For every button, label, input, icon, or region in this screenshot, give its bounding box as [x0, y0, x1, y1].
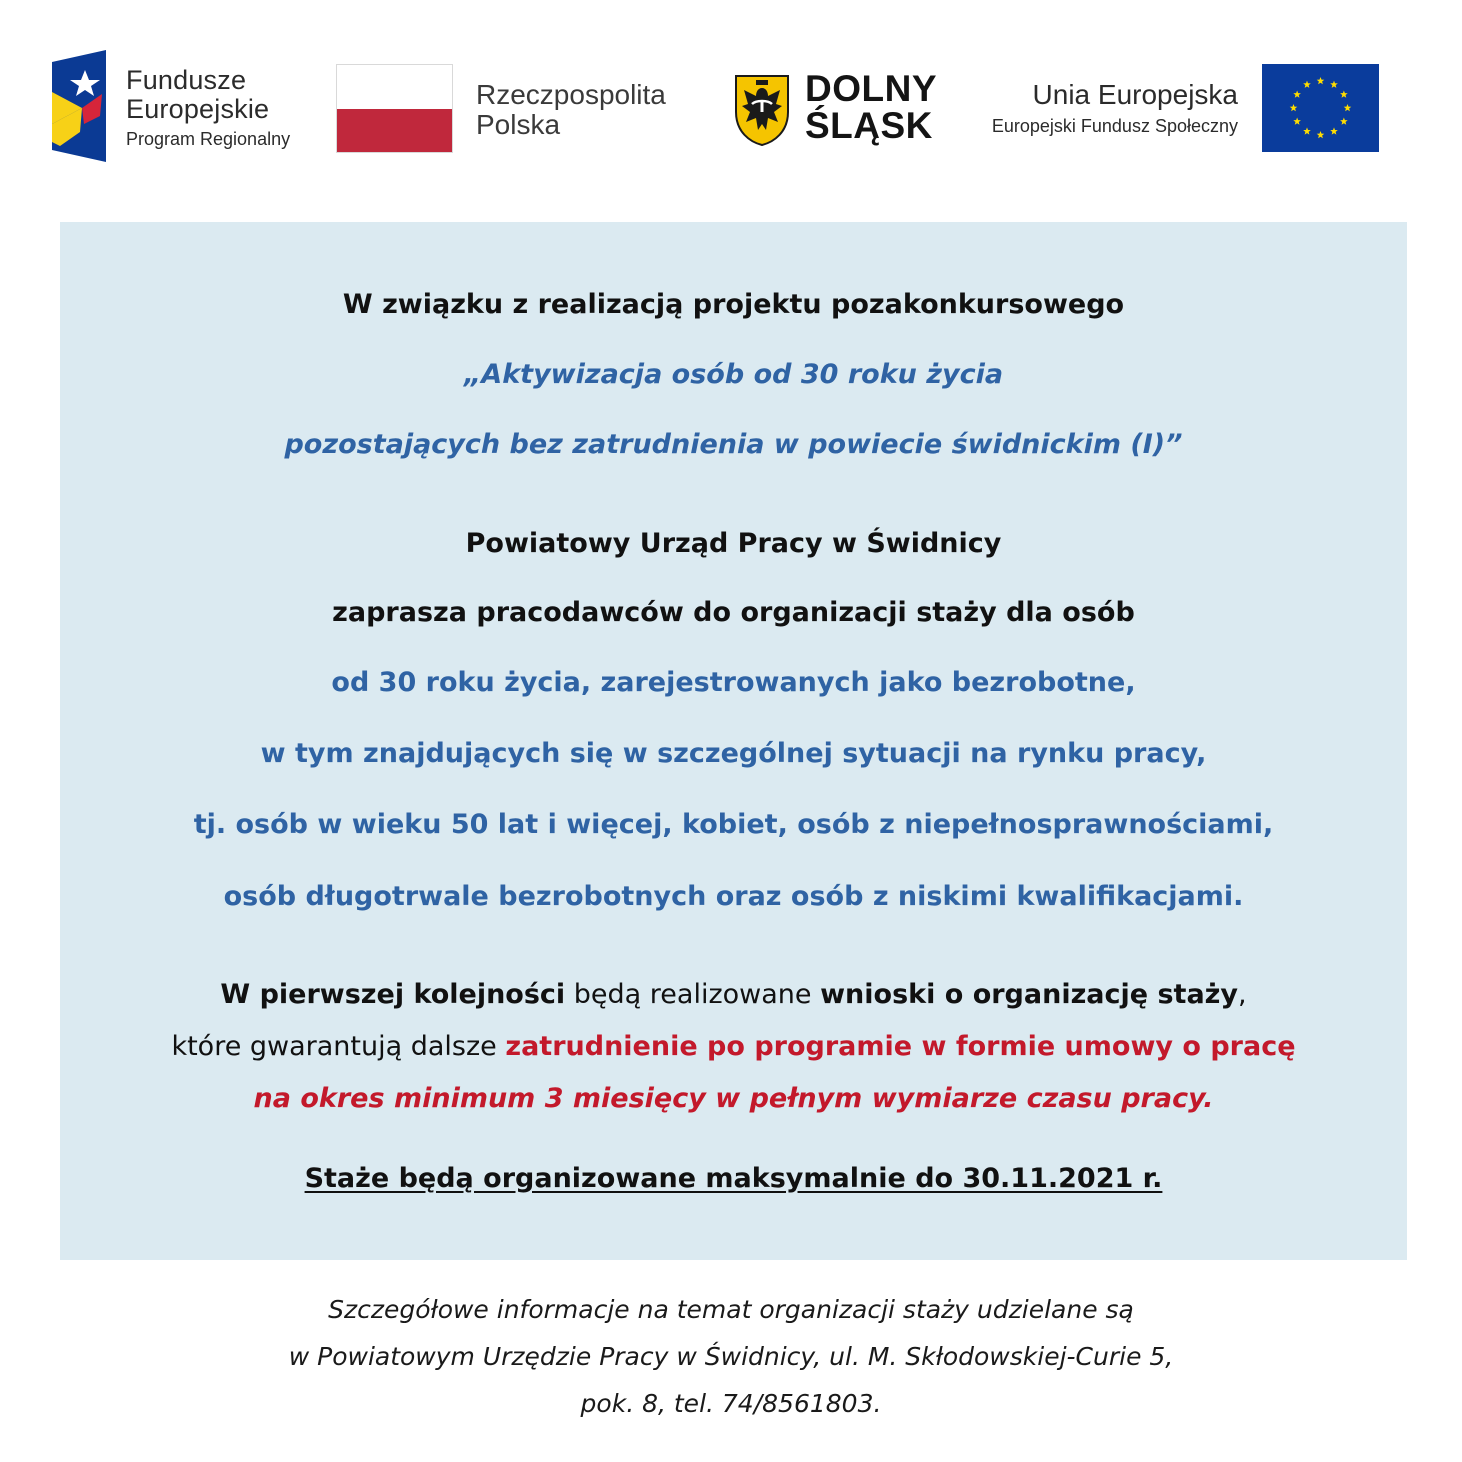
polish-flag-icon — [336, 64, 453, 153]
rzeczpospolita-line1: Rzeczpospolita — [476, 79, 666, 110]
unia-line1: Unia Europejska — [1032, 79, 1238, 110]
project-title-line2: pozostających bez zatrudnienia w powiecie świdnickim (I)” — [284, 429, 1183, 460]
priority-plain-b: będą realizowane — [565, 979, 821, 1010]
target-line4: osób długotrwale bezrobotnych oraz osób z niskimi kwalifikacjami. — [223, 881, 1244, 912]
unia-europejska-text — [980, 78, 1238, 140]
rzeczpospolita-text — [476, 80, 666, 140]
project-title-line1: „Aktywizacja osób od 30 roku życia — [463, 359, 1004, 390]
footer-line3: pok. 8, tel. 74/8561803. — [580, 1389, 882, 1418]
target-line2: w tym znajdujących się w szczególnej sytuacji na rynku pracy, — [260, 738, 1207, 769]
deadline-text — [60, 1162, 1407, 1196]
footer-line2: w Powiatowym Urzędzie Pracy w Świdnicy, ul. M. Skłodowskiej-Curie 5, — [288, 1342, 1174, 1371]
priority-plain-d: , — [1238, 979, 1247, 1010]
logo-strip — [0, 0, 1462, 200]
invite-text: zaprasza pracodawców do organizacji staży dla osób — [332, 597, 1135, 628]
dolny-slask-crest-icon — [734, 74, 790, 146]
priority-bold-a: W pierwszej kolejności — [220, 979, 566, 1010]
fundusze-line1: Fundusze — [126, 65, 247, 95]
target-line3: tj. osób w wieku 50 lat i więcej, kobiet, osób z niepełnosprawnościami, — [193, 809, 1274, 840]
priority2-red: zatrudnienie po programie w formie umowy o pracę — [505, 1031, 1296, 1062]
fundusze-europejskie-logo-icon — [52, 50, 106, 162]
fundusze-line3: Program Regionalny — [126, 129, 291, 149]
priority-line1 — [60, 978, 1407, 1012]
fundusze-europejskie-text — [126, 66, 290, 154]
priority-line3: na okres minimum 3 miesięcy w pełnym wymiarze czasu pracy. — [253, 1083, 1214, 1114]
priority2-plain: które gwarantują dalsze — [171, 1031, 506, 1062]
priority-bold-c: wnioski o organizację staży — [820, 979, 1239, 1010]
target-line1: od 30 roku życia, zarejestrowanych jako bezrobotne, — [331, 667, 1136, 698]
intro-text: W związku z realizacją projektu pozakonkursowego — [342, 289, 1125, 320]
eu-flag-icon — [1262, 64, 1379, 152]
rzeczpospolita-line2: Polska — [476, 109, 561, 140]
priority-line2 — [60, 1030, 1407, 1064]
unia-line2: Europejski Fundusz Społeczny — [991, 116, 1238, 136]
dolny-slask-line1: DOLNY — [805, 68, 937, 109]
office-name: Powiatowy Urząd Pracy w Świdnicy — [465, 528, 1002, 559]
notice-box — [60, 222, 1407, 1260]
dolny-slask-text — [805, 70, 937, 144]
footer-line1: Szczegółowe informacje na temat organizacji staży udzielane są — [328, 1295, 1134, 1324]
dolny-slask-line2: ŚLĄSK — [805, 105, 933, 146]
fundusze-line2: Europejskie — [126, 94, 270, 124]
deadline-underlined: Staże będą organizowane maksymalnie do 30.11.2021 r. — [304, 1163, 1163, 1194]
